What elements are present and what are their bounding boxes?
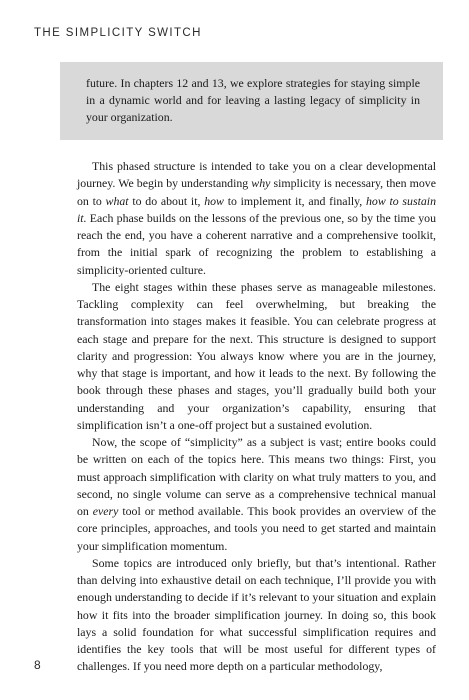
text-run: simplicity is necessary, then move on to bbox=[77, 176, 436, 208]
paragraph bbox=[77, 434, 436, 555]
text-run-italic: how to sustain it. bbox=[77, 193, 436, 225]
text-run: tool or method available. This book provides an overview of the core principles, approaches, and tools you need to get started and maintain your simplification momentum. bbox=[77, 504, 436, 553]
paragraph bbox=[77, 279, 436, 434]
text-run: to implement it, and finally, bbox=[223, 193, 366, 208]
text-run-italic: how bbox=[204, 193, 224, 208]
text-run: Each phase builds on the lessons of the previous one, so by the time you reach the end, you have a coherent narrative and a comprehensive toolkit, from the initial spark of recognizing the problem to establishing a simplicity-oriented culture. bbox=[77, 210, 436, 277]
text-run: to do about it, bbox=[128, 193, 205, 208]
text-run-italic: every bbox=[92, 504, 119, 518]
text-run: Some topics are introduced only briefly, but that’s intentional. Rather than delving into exhaustive detail on each technique, I’ll provide you with enough understanding to decide if it’s relevant to your situation and explain how it fits into the broader simplification journey. In doing so, this book lays a solid foundation for what successful simplification requires and identifies the key tools that will be most useful for different types of challenges. If you need more depth on a particular methodology, bbox=[77, 555, 436, 674]
paragraph bbox=[77, 555, 436, 676]
text-run: The eight stages within these phases serve as manageable milestones. Tackling complexity can feel overwhelming, but breaking the transformation into stages makes it feasible. You can celebrate progress at each stage and prepare for the next. This structure is designed to support clarity and progression: You always know where you are in the journey, why that stage is important, and how it leads to the next. By following the book through these phases and stages, you’ll gradually build both your understanding and your organization’s capability, ensuring that simplification isn’t a one-off project but a sustained evolution. bbox=[77, 279, 436, 432]
paragraph bbox=[77, 158, 436, 279]
text-run-italic: what bbox=[105, 193, 129, 208]
callout-text: future. In chapters 12 and 13, we explore strategies for staying simple in a dynamic world and for leaving a lasting legacy of simplicity in your organization. bbox=[86, 76, 420, 124]
callout-box bbox=[60, 62, 443, 140]
text-run: This phased structure is intended to take you on a clear developmental journey. We begin by understanding bbox=[77, 159, 436, 191]
running-head: THE SIMPLICITY SWITCH bbox=[34, 27, 202, 39]
text-run: Now, the scope of “simplicity” as a subject is vast; entire books could be written on each of the topics here. This means two things: First, you must approach simplification with clarity on what truly matters to you, and second, no single volume can serve as a comprehensive technical manual on bbox=[77, 435, 436, 518]
page-number: 8 bbox=[34, 658, 41, 672]
text-run-italic: why bbox=[251, 176, 271, 191]
body-text bbox=[77, 158, 436, 676]
